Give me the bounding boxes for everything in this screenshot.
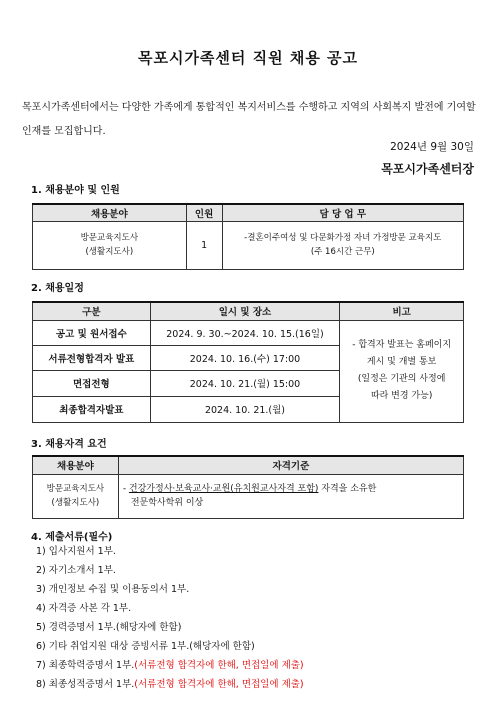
schedule-value: 2024. 10. 21.(월) 15:00 <box>150 370 340 396</box>
page-title: 목포시가족센터 직원 채용 공고 <box>137 49 359 67</box>
item-text: 2) 자기소개서 1부. <box>36 565 116 576</box>
item-text: 6) 기타 취업지원 대상 증빙서류 1부.(해당자에 한함) <box>36 641 255 652</box>
item-text: 4) 자격증 사본 각 1부. <box>36 603 132 614</box>
section1-table <box>32 203 464 270</box>
table-header: 인원 <box>186 204 222 221</box>
note-line: (일정은 기관의 사정에 <box>357 374 446 384</box>
field-name: 방문교육지도사 <box>80 233 139 243</box>
item-note: (서류전형 합격자에 한해, 면접일에 제출) <box>134 660 304 671</box>
duty-hours: (주 16시간 근무) <box>310 247 375 257</box>
qualification-suffix: 자격을 소유한 <box>318 484 377 494</box>
schedule-label: 면접전형 <box>33 370 151 396</box>
table-header: 채용분야 <box>33 204 187 221</box>
section2-heading: 2. 채용일정 <box>31 283 84 294</box>
table-header: 구분 <box>33 302 151 320</box>
list-item <box>36 561 304 580</box>
field-subname: (생활지도사) <box>51 498 100 508</box>
list-item <box>36 637 304 656</box>
schedule-label: 서류전형합격자 발표 <box>33 345 151 370</box>
table-header: 자격기준 <box>118 456 463 474</box>
qualification-bullet: - <box>122 484 129 494</box>
field-name: 방문교육지도사 <box>46 484 105 494</box>
section3-heading: 3. 채용자격 요건 <box>31 439 107 450</box>
table-header: 비고 <box>340 302 464 320</box>
schedule-table <box>32 301 464 423</box>
duty-text: -결혼이주여성 및 다문화가정 자녀 가정방문 교육지도 <box>244 233 442 243</box>
duty-cell <box>222 221 463 269</box>
qualification-cell <box>118 474 463 518</box>
list-item <box>36 618 304 637</box>
organization-signature: 목포시가족센터장 <box>381 162 474 176</box>
field-cell <box>33 474 119 518</box>
schedule-label: 최종합격자발표 <box>33 396 151 422</box>
item-text: 7) 최종학력증명서 1부. <box>36 660 135 671</box>
list-item <box>36 599 304 618</box>
note-line: 따라 변경 가능) <box>370 391 433 401</box>
schedule-value: 2024. 9. 30.~2024. 10. 15.(16일) <box>150 320 340 345</box>
qualification-degree: 전문학사학위 이상 <box>130 498 204 508</box>
table-header: 채용분야 <box>33 456 119 474</box>
schedule-value: 2024. 10. 16.(수) 17:00 <box>150 345 340 370</box>
item-text: 3) 개인정보 수집 및 이용동의서 1부. <box>36 584 190 595</box>
count-cell: 1 <box>186 221 222 269</box>
list-item <box>36 656 304 675</box>
list-item <box>36 580 304 599</box>
item-note: (서류전형 합격자에 한해, 면접일에 제출) <box>134 679 304 690</box>
item-text: 8) 최종성적증명서 1부. <box>36 679 135 690</box>
list-item <box>36 675 304 694</box>
list-item <box>36 542 304 561</box>
item-text: 5) 경력증명서 1부.(해당자에 한함) <box>36 622 182 633</box>
table-header: 일시 및 장소 <box>150 302 340 320</box>
note-line: - 합격자 발표는 홈페이지 <box>352 340 452 350</box>
documents-list <box>36 542 304 694</box>
section4-heading: 4. 제출서류(필수) <box>31 532 113 543</box>
intro-paragraph: 목포시가족센터에서는 다양한 가족에게 통합적인 복지서비스를 수행하고 지역의 사회복지 발전에 기여할 인재를 모집합니다. <box>22 102 476 137</box>
qualification-line <box>123 482 463 496</box>
note-line: 게시 및 개별 통보 <box>366 357 437 367</box>
schedule-label: 공고 및 원서접수 <box>33 320 151 345</box>
qualification-table <box>32 455 464 519</box>
section1-heading: 1. 채용분야 및 인원 <box>31 185 120 196</box>
field-subname: (생활지도사) <box>85 247 134 257</box>
field-cell <box>33 221 187 269</box>
item-text: 1) 입사지원서 1부. <box>36 546 116 557</box>
schedule-note <box>340 320 464 422</box>
schedule-value: 2024. 10. 21.(월) <box>150 396 340 422</box>
announcement-date: 2024년 9월 30일 <box>390 141 474 153</box>
table-header: 담 당 업 무 <box>222 204 463 221</box>
qualification-certificates: 건강가정사·보육교사·교원(유치원교사자격 포함) <box>128 484 319 494</box>
